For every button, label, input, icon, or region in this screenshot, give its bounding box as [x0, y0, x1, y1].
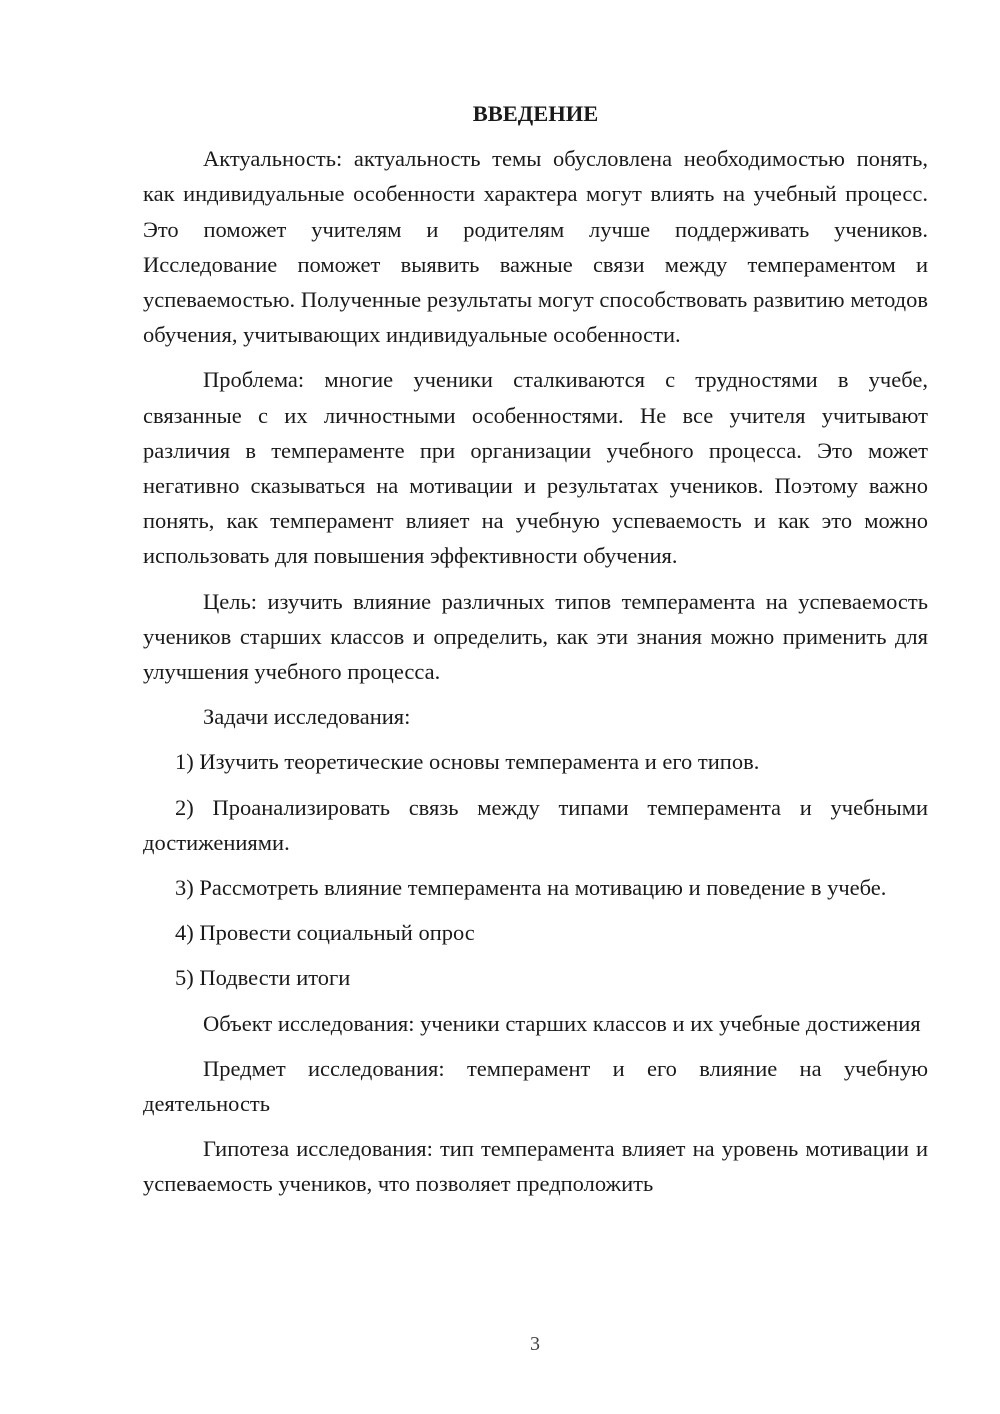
paragraph-relevance: Актуальность: актуальность темы обусловлена необходимостью понять, как индивидуальные особенности характера могут влиять на учебный процесс. Это поможет учителям и родителям лучше поддерживать учеников. Исследование поможет выявить важные связи между темпераментом и успеваемостью. Полученные результаты могут способствовать развитию методов обучения, учитывающих индивидуальные особенности.: [143, 146, 928, 348]
page-number: 3: [530, 1333, 540, 1355]
task-item-2: 2) Проанализировать связь между типами темперамента и учебными достижениями.: [143, 794, 928, 855]
section-title: ВВЕДЕНИЕ: [472, 101, 599, 126]
task-item-4: 4) Провести социальный опрос: [175, 920, 475, 946]
paragraph-subject: Предмет исследования: темперамент и его влияние на учебную деятельность: [143, 1055, 928, 1117]
paragraph-hypothesis: Гипотеза исследования: тип темперамента влияет на уровень мотивации и успеваемость учеников, что позволяет предположить: [143, 1136, 928, 1197]
paragraph-object: Объект исследования: ученики старших классов и их учебные достижения: [203, 1010, 921, 1036]
paragraph-tasks-heading: Задачи исследования:: [203, 704, 411, 730]
paragraph-problem: Проблема: многие ученики сталкиваются с трудностями в учебе, связанные с их личностными особенностями. Не все учителя учитывают различия в темпераменте при организации учебного процесса. Это может негативно сказываться на мотивации и результатах учеников. Поэтому важно понять, как темперамент влияет на учебную успеваемость и как это можно использовать для повышения эффективности обучения.: [143, 367, 928, 569]
task-item-1: 1) Изучить теоретические основы темперамента и его типов.: [175, 749, 760, 775]
paragraph-goal: Цель: изучить влияние различных типов темперамента на успеваемость учеников старших классов и определить, как эти знания можно применить для улучшения учебного процесса.: [143, 588, 928, 685]
task-item-3: 3) Рассмотреть влияние темперамента на мотивацию и поведение в учебе.: [175, 875, 887, 901]
task-item-5: 5) Подвести итоги: [175, 965, 351, 991]
page-content: [143, 96, 928, 1212]
